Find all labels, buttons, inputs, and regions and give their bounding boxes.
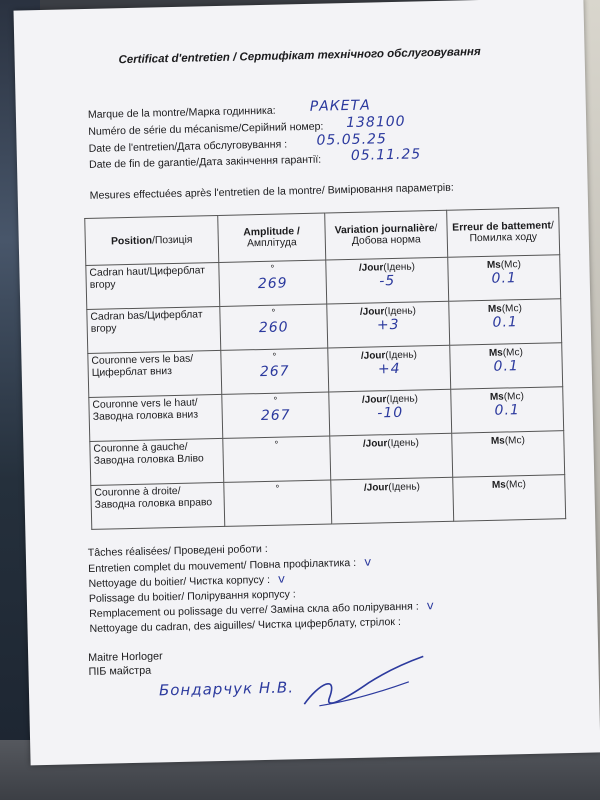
erreur-cell: Ms(Мс) 0.1 bbox=[448, 255, 561, 302]
position-cell: Cadran bas/Циферблат вгору bbox=[87, 306, 221, 353]
task-item: Polissage du boitier/ Полірування корпусу : bbox=[88, 588, 296, 605]
signature-text: Бондарчук Н.В. bbox=[158, 678, 295, 700]
variation-cell: /Jour(Ідень) -10 bbox=[329, 389, 452, 436]
warranty-date-value: 05.11.25 bbox=[350, 146, 422, 165]
erreur-cell: Ms(Мс) 0.1 bbox=[451, 387, 564, 434]
position-cell: Couronne à droite/Заводна головка вправо bbox=[91, 482, 225, 529]
service-date-value: 05.05.25 bbox=[316, 130, 388, 149]
measures-heading: Mesures effectuées après l'entretien de la montre/ Вимірювання параметрів: bbox=[89, 181, 454, 202]
tasks-section bbox=[88, 538, 435, 636]
serial-value: 138100 bbox=[345, 113, 406, 131]
field-label: Marque de la montre/Марка годинника: bbox=[87, 104, 276, 121]
watch-info bbox=[87, 97, 422, 175]
position-cell: Couronne à gauche/ Заводна головка Вліво bbox=[90, 438, 224, 485]
check-mark-icon: v bbox=[426, 598, 434, 613]
task-item: Nettoyage du boitier/ Чистка корпусу : v bbox=[88, 571, 286, 591]
field-label: Numéro de série du mécanisme/Серійний номер: bbox=[88, 120, 324, 138]
table-row bbox=[91, 475, 566, 530]
measurement-table bbox=[84, 207, 566, 530]
task-item: Entretien complet du mouvement/ Повна профілактика : v bbox=[88, 554, 372, 575]
position-cell: Cadran haut/Циферблат вгору bbox=[86, 262, 220, 309]
variation-cell: /Jour(Ідень) bbox=[331, 477, 454, 524]
position-cell: Couronne vers le bas/Циферблат вниз bbox=[88, 350, 222, 397]
header-variation: Variation journalière/Добова норма bbox=[325, 210, 448, 260]
amplitude-cell: ° 267 bbox=[222, 392, 330, 438]
variation-cell: /Jour(Ідень) +3 bbox=[327, 301, 450, 348]
task-item: Remplacement ou polissage du verre/ Заміна скла або полірування : v bbox=[89, 598, 434, 621]
master-label-ua: ПІБ майстра bbox=[88, 664, 152, 679]
header-amplitude: Amplitude /Амплітуда bbox=[218, 213, 326, 262]
document-title: Certificat d'entretien / Сертифікат технічного обслуговування bbox=[118, 45, 481, 67]
position-cell: Couronne vers le haut/Заводна головка вниз bbox=[89, 394, 223, 441]
erreur-cell: Ms(Мс) 0.1 bbox=[449, 299, 562, 346]
brand-value: РАКЕТА bbox=[309, 97, 371, 115]
amplitude-cell: ° bbox=[224, 480, 332, 526]
erreur-cell: Ms(Мс) bbox=[453, 475, 566, 522]
check-mark-icon: v bbox=[277, 571, 286, 586]
signature-flourish-icon bbox=[298, 651, 429, 714]
amplitude-cell: ° 260 bbox=[220, 304, 328, 350]
field-label: Date de l'entretien/Дата обслуговування : bbox=[88, 137, 288, 155]
variation-cell: /Jour(Ідень) -5 bbox=[326, 257, 449, 304]
variation-cell: /Jour(Ідень) bbox=[330, 433, 453, 480]
header-erreur: Erreur de battement/Помилка ходу bbox=[447, 208, 560, 258]
erreur-cell: Ms(Мс) bbox=[452, 431, 565, 478]
amplitude-cell: ° 267 bbox=[221, 348, 329, 394]
master-section bbox=[88, 649, 163, 679]
certificate-sheet bbox=[14, 0, 600, 765]
amplitude-cell: ° 269 bbox=[219, 260, 327, 306]
tasks-heading: Tâches réalisées/ Проведені роботи : bbox=[87, 542, 268, 560]
task-item: Nettoyage du cadran, des aiguilles/ Чистка циферблату, стрілок : bbox=[89, 615, 402, 635]
field-label: Date de fin de garantie/Дата закінчення гарантії: bbox=[88, 154, 322, 172]
variation-cell: /Jour(Ідень) +4 bbox=[328, 345, 451, 392]
check-mark-icon: v bbox=[363, 554, 372, 569]
header-position: Position/Позиція bbox=[85, 215, 219, 265]
amplitude-cell: ° bbox=[223, 436, 331, 482]
master-label-fr: Maitre Horloger bbox=[88, 650, 163, 665]
erreur-cell: Ms(Мс) 0.1 bbox=[450, 343, 563, 390]
